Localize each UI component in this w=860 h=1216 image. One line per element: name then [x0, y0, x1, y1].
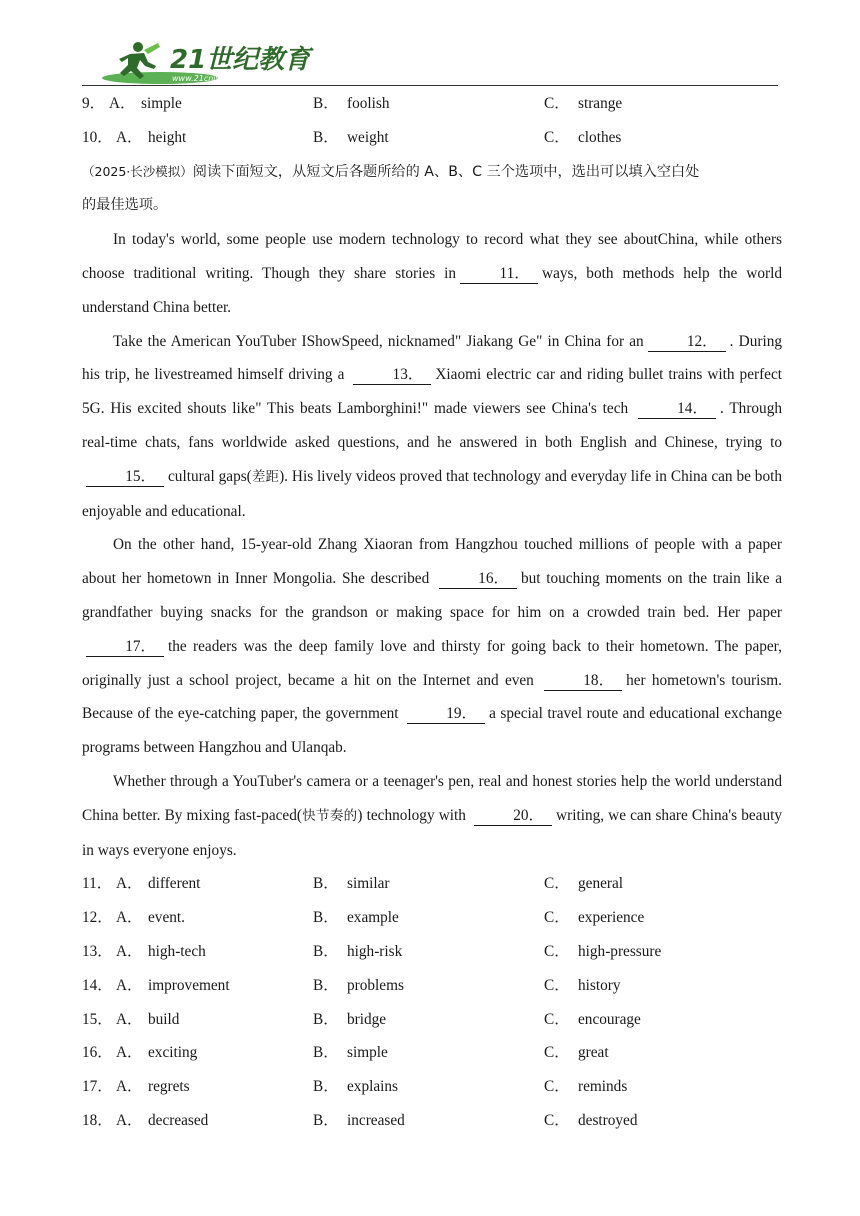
- blank-14: 14．: [638, 400, 716, 419]
- option-letter-b: B．: [313, 1010, 339, 1028]
- option-row: [82, 1003, 782, 1037]
- option-letter-b: B．: [313, 1111, 339, 1129]
- option-letter-c: C．: [544, 1111, 570, 1129]
- question-number: 13．: [82, 942, 113, 960]
- option-row: [82, 867, 782, 901]
- option-c: clothes: [578, 128, 622, 146]
- option-row: [82, 1104, 782, 1138]
- option-letter-c: C．: [544, 1078, 570, 1096]
- passage-paragraph-4: Whether through a YouTuber's camera or a teenager's pen, real and honest stories help the world understand China better. By mixing fast-paced(快节奏的) technology with 20． writing, we can share China's beauty in ways everyone enjoys.: [82, 772, 783, 859]
- option-b: simple: [347, 1044, 388, 1062]
- option-row: [82, 901, 782, 935]
- option-row: [82, 1070, 782, 1104]
- brand-logo: [100, 38, 350, 86]
- instruction-text-2: 的最佳选项。: [82, 197, 168, 214]
- option-letter-a: A．: [116, 1044, 143, 1062]
- option-letter-c: C．: [544, 976, 570, 994]
- option-letter-a: A．: [116, 128, 143, 146]
- option-row: [82, 935, 782, 969]
- option-row-9: [82, 87, 782, 121]
- option-row-10: [82, 121, 782, 155]
- option-b: similar: [347, 875, 390, 893]
- blank-18: 18．: [544, 672, 622, 691]
- option-letter-c: C．: [544, 942, 570, 960]
- option-c: great: [578, 1044, 609, 1062]
- blank-12: 12．: [648, 333, 726, 352]
- option-letter-b: B．: [313, 1044, 339, 1062]
- question-number: 18．: [82, 1111, 113, 1129]
- blank-16: 16．: [439, 570, 517, 589]
- option-letter-c: C．: [544, 1010, 570, 1028]
- passage-paragraph-1: In today's world, some people use modern technology to record what they see aboutChina, while others choose traditional writing. Though they share stories in 11． ways, both methods help the world understand China better.: [82, 231, 782, 316]
- question-number: 14．: [82, 976, 113, 994]
- option-letter-b: B．: [313, 942, 339, 960]
- option-c: encourage: [578, 1010, 641, 1028]
- header-divider: [82, 85, 778, 86]
- option-row: [82, 969, 782, 1003]
- option-a: build: [148, 1010, 180, 1028]
- option-letter-a: A．: [109, 95, 136, 112]
- page-header: [82, 38, 778, 86]
- blank-20: 20．: [474, 807, 552, 826]
- option-a: decreased: [148, 1111, 209, 1129]
- option-letter-a: A．: [116, 1078, 143, 1096]
- option-letter-c: C．: [544, 128, 570, 146]
- blank-15: 15．: [86, 468, 164, 487]
- option-c: experience: [578, 909, 645, 927]
- option-b: problems: [347, 976, 404, 994]
- blank-11: 11．: [460, 265, 538, 284]
- question-number: 16．: [82, 1044, 113, 1062]
- option-b: foolish: [347, 95, 390, 112]
- option-letter-c: C．: [544, 95, 570, 112]
- option-letter-a: A．: [116, 1111, 143, 1129]
- option-b: bridge: [347, 1010, 387, 1028]
- option-b: explains: [347, 1078, 398, 1096]
- instruction-text: 阅读下面短文，从短文后各题所给的 A、B、C 三个选项中，选出可以填入空白处: [192, 163, 700, 180]
- option-b: increased: [347, 1111, 405, 1129]
- option-a: simple: [141, 95, 182, 112]
- blank-13: 13．: [353, 366, 431, 385]
- option-c: history: [578, 976, 621, 994]
- option-a: regrets: [148, 1078, 190, 1096]
- option-letter-c: C．: [544, 875, 570, 893]
- passage-paragraph-2: Take the American YouTuber IShowSpeed, nicknamed" Jiakang Ge" in China for an 12． . During his trip, he livestreamed himself driving a 13． Xiaomi electric car and riding bullet trains with perfect 5G. His excited shouts like" This beats Lamborghini!" made viewers see China's tech 14． . Through real-time chats, fans worldwide asked questions, and he answered in both English and Chinese, trying to 15． cultural gaps(差距). His lively videos proved that technology and everyday life in China can be both enjoyable and educational.: [82, 332, 783, 520]
- question-number: 11．: [82, 875, 113, 893]
- page-content: [82, 87, 782, 1138]
- option-c: destroyed: [578, 1111, 638, 1129]
- option-letter-a: A．: [116, 875, 143, 893]
- question-number: 17．: [82, 1078, 113, 1096]
- option-c: general: [578, 875, 624, 893]
- option-letter-a: A．: [116, 976, 143, 994]
- option-letter-b: B．: [313, 128, 339, 146]
- option-b: weight: [347, 128, 389, 146]
- option-a: exciting: [148, 1044, 198, 1062]
- logo-text: 21世纪教育: [170, 45, 311, 75]
- option-row: [82, 1036, 782, 1070]
- blank-17: 17．: [86, 638, 164, 657]
- option-letter-b: B．: [313, 95, 339, 112]
- option-c: reminds: [578, 1078, 628, 1096]
- option-a: improvement: [148, 976, 230, 994]
- option-letter-c: C．: [544, 909, 570, 927]
- logo-url: www.21cnjy.com: [172, 74, 240, 83]
- option-b: high-risk: [347, 942, 403, 960]
- blank-19: 19．: [407, 705, 485, 724]
- option-a: event.: [148, 909, 185, 927]
- option-letter-b: B．: [313, 875, 339, 893]
- question-number: 15．: [82, 1010, 113, 1028]
- options-list: [82, 867, 782, 1137]
- option-a: height: [148, 128, 187, 146]
- option-letter-b: B．: [313, 976, 339, 994]
- question-number: 10．: [82, 128, 113, 146]
- instruction: [82, 155, 782, 224]
- option-letter-a: A．: [116, 1010, 143, 1028]
- option-b: example: [347, 909, 399, 927]
- option-letter-c: C．: [544, 1044, 570, 1062]
- source-label: （2025·长沙模拟）: [82, 163, 193, 179]
- option-letter-a: A．: [116, 942, 143, 960]
- option-c: high-pressure: [578, 942, 662, 960]
- passage-paragraph-3: On the other hand, 15-year-old Zhang Xiaoran from Hangzhou touched millions of people with a paper about her hometown in Inner Mongolia. She described 16． but touching moments on the train like a grandfather buying snacks for the grandson or making space for him on a crowded train bed. Her paper 17． the readers was the deep family love and thirsty for going back to their hometown. The paper, originally just a school project, became a hit on the Internet and even 18． her hometown's tourism. Because of the eye-catching paper, the government 19． a special travel route and educational exchange programs between Hangzhou and Ulanqab.: [82, 536, 782, 757]
- option-letter-b: B．: [313, 909, 339, 927]
- question-number: 9．: [82, 95, 105, 112]
- option-letter-b: B．: [313, 1078, 339, 1096]
- option-a: high-tech: [148, 942, 206, 960]
- question-number: 12．: [82, 909, 113, 927]
- option-letter-a: A．: [116, 909, 143, 927]
- option-a: different: [148, 875, 201, 893]
- option-c: strange: [578, 95, 623, 112]
